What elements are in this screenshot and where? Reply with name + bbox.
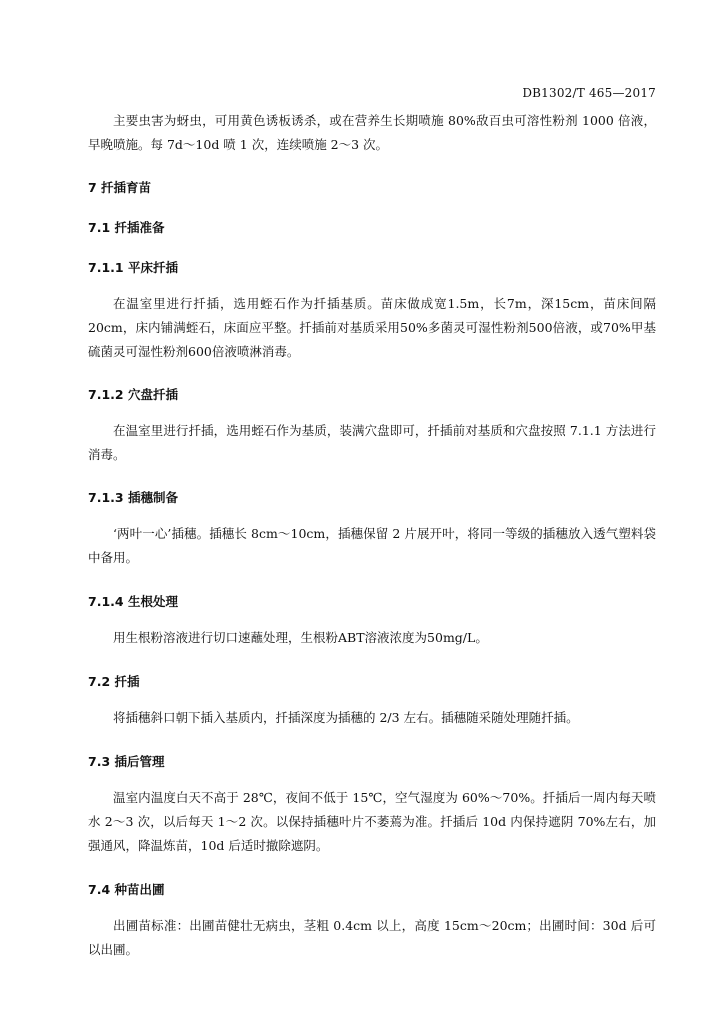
cutting-prep-paragraph: ‘两叶一心’插穗。插穗长 8cm～10cm，插穗保留 2 片展开叶，将同一等级的插穗放入透气塑料袋中备用。 [88,526,656,565]
heading-7-4: 7.4 种苗出圃 [88,882,165,897]
heading-7-1-4: 7.1.4 生根处理 [88,594,178,609]
heading-7-1-3: 7.1.3 插穗制备 [88,490,178,505]
heading-7-1: 7.1 扦插准备 [88,220,165,235]
pest-control-paragraph: 主要虫害为蚜虫，可用黄色诱板诱杀，或在营养生长期喷施 80%敌百虫可溶性粉剂 1000 倍液，早晚喷施。每 7d～10d 喷 1 次，连续喷施 2～3 次。 [88,113,656,152]
flat-bed-paragraph: 在温室里进行扦插，选用蛭石作为扦插基质。苗床做成宽1.5m，长7m，深15cm，苗床间隔20cm，床内铺满蛭石，床面应平整。扦插前对基质采用50%多菌灵可湿性粉剂500倍液，或70%甲基硫菌灵可湿性粉剂600倍液喷淋消毒。 [88,296,656,359]
heading-7-2: 7.2 扦插 [88,674,140,689]
tray-paragraph: 在温室里进行扦插，选用蛭石作为基质，装满穴盘即可，扦插前对基质和穴盘按照 7.1.1 方法进行消毒。 [88,423,656,462]
heading-7-1-2: 7.1.2 穴盘扦插 [88,387,178,402]
seedling-out-paragraph: 出圃苗标准：出圃苗健壮无病虫，茎粗 0.4cm 以上，高度 15cm～20cm；出圃时间：30d 后可以出圃。 [88,918,656,957]
heading-7-3: 7.3 插后管理 [88,754,165,769]
management-paragraph: 温室内温度白天不高于 28℃，夜间不低于 15℃，空气湿度为 60%～70%。扦插后一周内每天喷水 2～3 次，以后每天 1～2 次。以保持插穗叶片不萎蔫为准。扦插后 10d 内保持遮阴 70%左右，加强通风，降温炼苗，10d 后适时撤除遮阴。 [88,790,656,853]
document-code: DB1302/T 465—2017 [522,86,656,100]
heading-7-1-1: 7.1.1 平床扦插 [88,260,178,275]
heading-7: 7 扦插育苗 [88,180,152,195]
rooting-paragraph: 用生根粉溶液进行切口速蘸处理，生根粉ABT溶液浓度为50mg/L。 [113,630,488,645]
cutting-paragraph: 将插穗斜口朝下插入基质内，扦插深度为插穗的 2/3 左右。插穗随采随处理随扦插。 [113,710,579,725]
